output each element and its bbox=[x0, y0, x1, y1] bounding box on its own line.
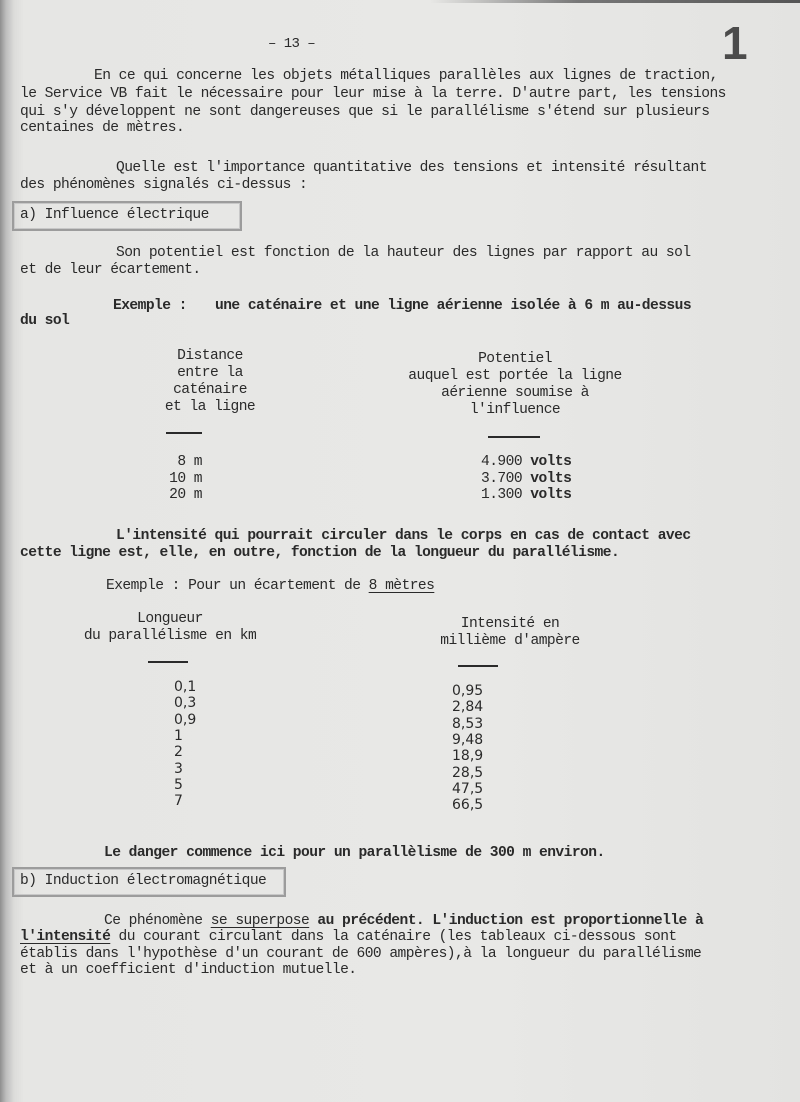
table2-length-cell: 1 bbox=[174, 727, 183, 744]
section-b-underlined-intensite: l'intensité bbox=[20, 929, 111, 945]
table1-distance-cell: 10 m bbox=[169, 470, 202, 487]
table2-header-length bbox=[60, 611, 280, 645]
table2-length-cell: 0,9 bbox=[174, 711, 197, 728]
table1-header-potential-line: auquel est portée la ligne bbox=[408, 368, 622, 384]
table2-intensity-cell: 8,53 bbox=[452, 715, 484, 732]
question-line-2: des phénomènes signalés ci-dessus : bbox=[20, 177, 308, 193]
table1-potential-cell bbox=[481, 454, 571, 471]
table2-length-cell: 0,1 bbox=[174, 679, 197, 695]
table2-intensity-cell: 2,84 bbox=[452, 699, 484, 716]
table1-header-potential-line: aérienne soumise à bbox=[441, 385, 589, 401]
question-line-1: Quelle est l'importance quantitative des tensions et intensité résultant bbox=[116, 160, 707, 176]
section-a-heading: a) Influence électrique bbox=[12, 201, 242, 231]
intro-line-1: En ce qui concerne les objets métalliques parallèles aux lignes de traction, bbox=[94, 68, 718, 84]
table2-intensity-cell: 28,5 bbox=[452, 764, 484, 781]
section-b-heading: b) Induction électromagnétique bbox=[12, 867, 286, 897]
table1-col1-rule bbox=[166, 432, 202, 434]
section-a-para1-line-2: et de leur écartement. bbox=[20, 262, 201, 278]
table1-potential-unit: volts bbox=[530, 487, 572, 503]
example2 bbox=[106, 578, 434, 595]
example2-label: Exemple : Pour un écartement de bbox=[106, 578, 369, 594]
table2-length-cell: 3 bbox=[174, 760, 183, 777]
example1-text: une caténaire et une ligne aérienne isolée à 6 m au-dessus bbox=[215, 298, 692, 314]
table2-header-intensity-line: Intensité en bbox=[460, 616, 560, 632]
section-a-para1-line-1: Son potentiel est fonction de la hauteur des lignes par rapport au sol bbox=[116, 245, 691, 261]
table2-length-cell: 0,3 bbox=[174, 695, 197, 712]
table2-header-intensity-line: millième d'ampère bbox=[440, 633, 580, 649]
table1-potential-unit: volts bbox=[530, 454, 572, 470]
table1-distance-cell: 20 m bbox=[169, 487, 202, 503]
table1-header-potential-line: l'influence bbox=[469, 402, 561, 418]
table1-potential-cell bbox=[481, 471, 571, 488]
section-a-para2-line-2: cette ligne est, elle, en outre, fonction de la longueur du parallélisme. bbox=[20, 545, 620, 561]
table2-length-cell: 5 bbox=[174, 776, 183, 793]
table1-header-distance-line: et la ligne bbox=[164, 399, 256, 415]
table2-header-length-line: Longueur bbox=[137, 611, 203, 627]
table1-header-distance-line: Distance bbox=[177, 348, 243, 364]
section-b-line-3: établis dans l'hypothèse d'un courant de 600 ampères),à la longueur du parallélisme bbox=[20, 946, 702, 962]
table2-header-length-line: du parallélisme en km bbox=[83, 628, 257, 644]
page-number: – 13 – bbox=[268, 36, 316, 52]
section-b-text: Ce phénomène bbox=[104, 913, 211, 929]
table1-header-potential-line: Potentiel bbox=[478, 351, 552, 367]
example2-spacing: 8 mètres bbox=[368, 578, 435, 594]
section-b-text: au précédent. L'induction est proportionnelle à bbox=[309, 913, 704, 929]
table1-header-distance-line: entre la caténaire bbox=[173, 365, 247, 398]
table2-col1-rule bbox=[148, 661, 188, 663]
danger-note: Le danger commence ici pour un parallèlisme de 300 m environ. bbox=[104, 845, 605, 861]
table2-intensity-cell: 18,9 bbox=[452, 748, 484, 765]
table1-potential-cell bbox=[481, 487, 571, 504]
table2-intensity-cell: 9,48 bbox=[452, 731, 484, 748]
section-b-line-2 bbox=[20, 929, 677, 946]
table2-length-cell: 7 bbox=[174, 793, 183, 810]
intro-line-2: le Service VB fait le nécessaire pour leur mise à la terre. D'autre part, les tensions bbox=[20, 86, 726, 102]
table1-potential-value: 3.700 bbox=[481, 470, 523, 487]
table2-intensity-cell: 0,95 bbox=[452, 683, 484, 699]
table1-potential-value: 4.900 bbox=[481, 454, 523, 470]
example1-text-continued: du sol bbox=[20, 313, 70, 329]
table1-header-distance bbox=[140, 348, 280, 416]
table2-header-intensity bbox=[400, 616, 620, 650]
example1-label: Exemple : bbox=[113, 298, 187, 314]
table1-potential-value: 1.300 bbox=[481, 487, 523, 503]
corner-sheet-number: 1 bbox=[722, 17, 748, 69]
table1-distance-cell: 8 m bbox=[177, 454, 202, 470]
section-a-para2-line-1: L'intensité qui pourrait circuler dans le corps en cas de contact avec bbox=[116, 528, 691, 544]
intro-line-3: qui s'y développent ne sont dangereuses que si le parallélisme s'étend sur plusieurs bbox=[20, 104, 710, 120]
table2-intensity-cell: 66,5 bbox=[452, 797, 484, 814]
section-b-line-1 bbox=[104, 913, 703, 930]
page-top-edge-shadow bbox=[430, 0, 800, 3]
table1-header-potential bbox=[395, 351, 635, 419]
table2-intensity-cell: 47,5 bbox=[452, 780, 484, 797]
table2-length-cell: 2 bbox=[174, 744, 183, 761]
section-b-underlined-superpose: se superpose bbox=[210, 913, 310, 929]
intro-line-4: centaines de mètres. bbox=[20, 120, 185, 136]
table1-col2-rule bbox=[488, 436, 540, 438]
table2-col2-rule bbox=[458, 665, 498, 667]
section-b-text: du courant circulant dans la caténaire (les tableaux ci-dessous sont bbox=[110, 929, 677, 945]
section-b-line-4: et à un coefficient d'induction mutuelle. bbox=[20, 962, 357, 978]
table1-potential-unit: volts bbox=[530, 470, 572, 487]
